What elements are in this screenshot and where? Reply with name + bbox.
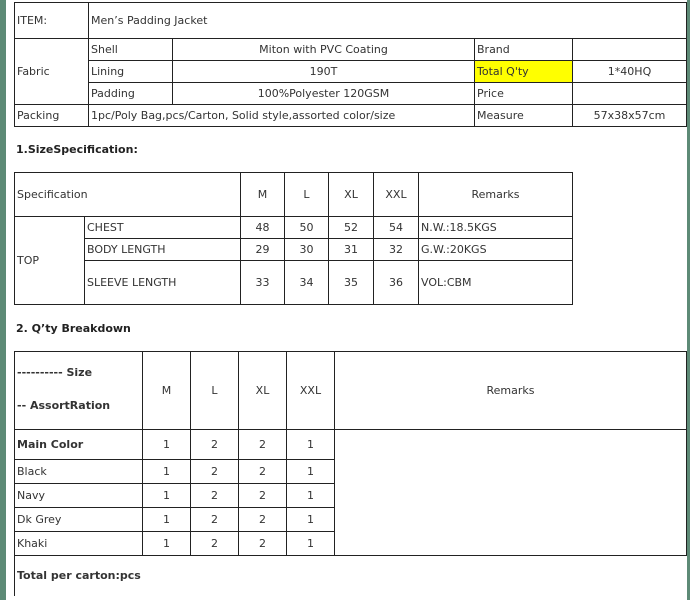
item-info-table [14,2,687,127]
qty-cell: 1 [143,460,191,484]
size-header-xl: XL [239,352,287,430]
packing-label: Packing [15,105,89,127]
spec-cell: 29 [241,239,285,261]
qty-cell: 1 [287,430,335,460]
total-qty-label: Total Q'ty [475,61,573,83]
measure-value: 57x38x57cm [573,105,687,127]
spec-remark: N.W.:18.5KGS [419,217,573,239]
item-value: Men’s Padding Jacket [89,3,687,39]
breakdown-title: 2. Q’ty Breakdown [16,322,131,335]
spec-header-remarks: Remarks [419,173,573,217]
price-label: Price [475,83,573,105]
spec-remark: G.W.:20KGS [419,239,573,261]
spec-cell: 35 [329,261,374,305]
lining-label: Lining [89,61,173,83]
remarks-cell [335,430,687,556]
total-per-carton-label: Total per carton:pcs [15,556,687,596]
qty-cell: 2 [191,430,239,460]
spec-group-top: TOP [15,217,85,305]
spec-header-xxl: XXL [374,173,419,217]
padding-value: 100%Polyester 120GSM [173,83,475,105]
spec-header-specification: Specification [15,173,241,217]
size-header-m: M [143,352,191,430]
spec-row-name: SLEEVE LENGTH [85,261,241,305]
color-name: Khaki [15,532,143,556]
spec-cell: 36 [374,261,419,305]
size-header-xxl: XXL [287,352,335,430]
qty-cell: 2 [239,508,287,532]
measure-label: Measure [475,105,573,127]
spec-row-name: CHEST [85,217,241,239]
assort-ratio-label: -- AssortRation [17,399,111,412]
padding-label: Padding [89,83,173,105]
main-color-label: Main Color [15,430,143,460]
qty-cell: 2 [239,430,287,460]
qty-cell: 2 [191,460,239,484]
qty-cell: 2 [191,532,239,556]
shell-label: Shell [89,39,173,61]
brand-label: Brand [475,39,573,61]
spec-cell: 48 [241,217,285,239]
spec-cell: 33 [241,261,285,305]
size-header-l: L [191,352,239,430]
color-name: Navy [15,484,143,508]
size-spec-table [14,172,573,305]
size-assort-header [15,352,143,430]
spec-cell: 30 [285,239,329,261]
spec-cell: 32 [374,239,419,261]
spec-header-l: L [285,173,329,217]
qty-cell: 1 [143,484,191,508]
spec-cell: 31 [329,239,374,261]
spec-row-name: BODY LENGTH [85,239,241,261]
spec-header-xl: XL [329,173,374,217]
qty-cell: 2 [191,508,239,532]
qty-cell: 1 [287,484,335,508]
spec-cell: 34 [285,261,329,305]
size-spec-title: 1.SizeSpecification: [16,143,138,156]
qty-cell: 2 [191,484,239,508]
qty-cell: 1 [143,508,191,532]
qty-cell: 1 [287,508,335,532]
qty-cell: 1 [143,532,191,556]
qty-cell: 2 [239,532,287,556]
qty-cell: 2 [239,460,287,484]
price-value [573,83,687,105]
brand-value [573,39,687,61]
packing-value: 1pc/Poly Bag,pcs/Carton, Solid style,assorted color/size [89,105,475,127]
spec-cell: 52 [329,217,374,239]
spec-cell: 54 [374,217,419,239]
spec-cell: 50 [285,217,329,239]
total-qty-value: 1*40HQ [573,61,687,83]
qty-cell: 1 [287,460,335,484]
color-name: Dk Grey [15,508,143,532]
qty-breakdown-table [14,351,687,596]
spec-header-m: M [241,173,285,217]
lining-value: 190T [173,61,475,83]
color-name: Black [15,460,143,484]
fabric-label: Fabric [15,39,89,105]
qty-cell: 1 [143,430,191,460]
remarks-header: Remarks [335,352,687,430]
qty-cell: 2 [239,484,287,508]
shell-value: Miton with PVC Coating [173,39,475,61]
qty-cell: 1 [287,532,335,556]
left-edge-bar [0,0,6,600]
spec-remark: VOL:CBM [419,261,573,305]
item-label: ITEM: [15,3,89,39]
size-label: ---------- Size [17,366,93,379]
